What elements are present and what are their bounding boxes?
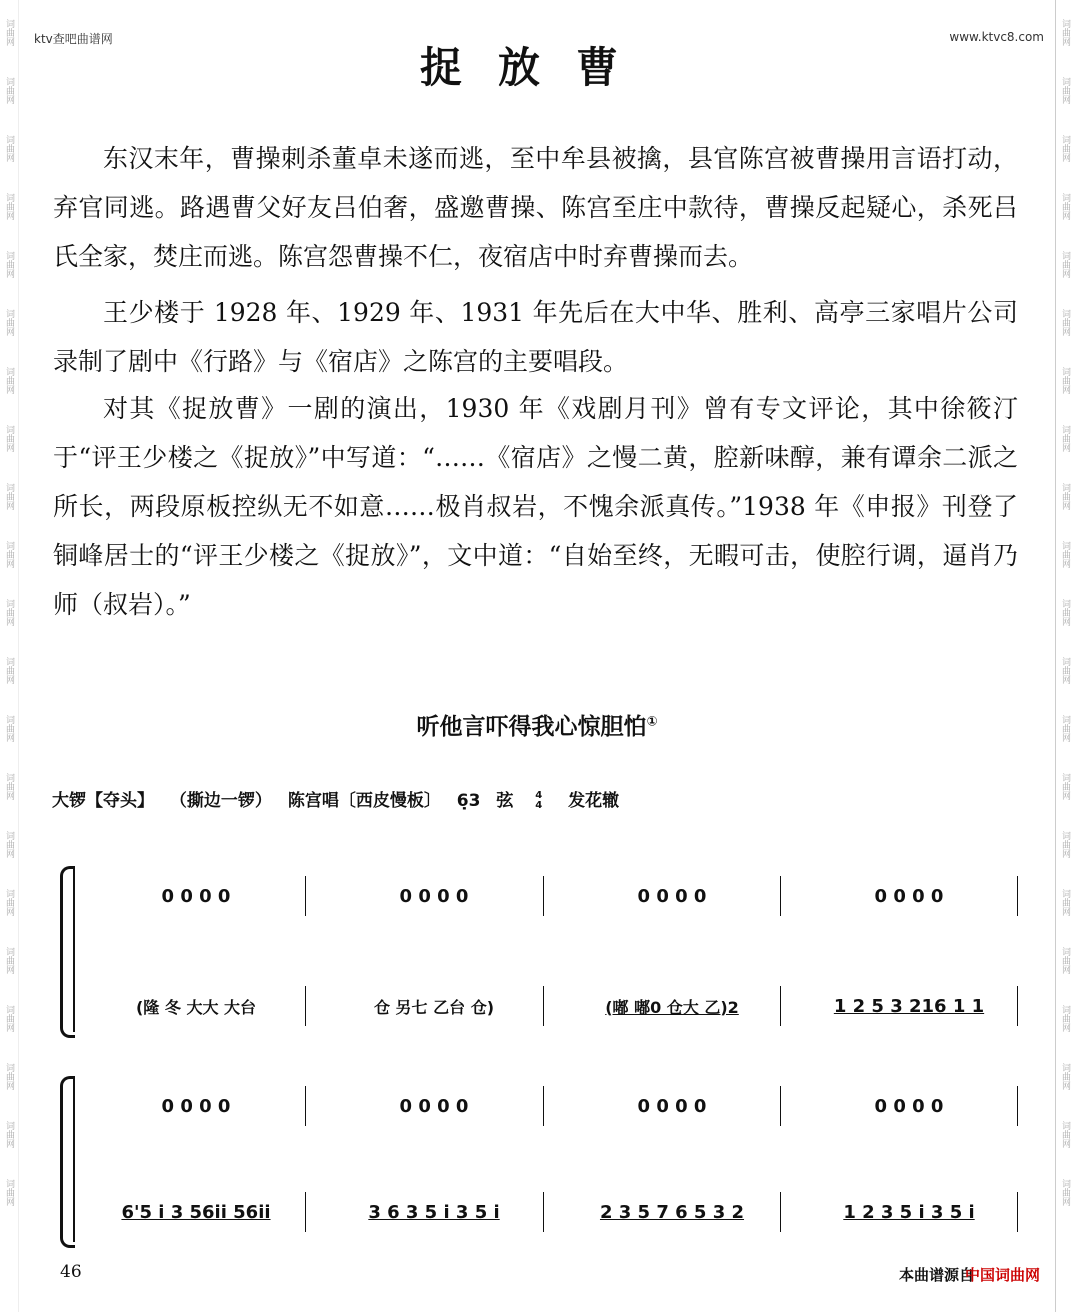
measure: (隆 冬 大大 大台 (135, 997, 257, 1017)
watermark-text: 词曲网 (1060, 424, 1070, 452)
watermark-text: 词曲网 (1060, 192, 1070, 220)
watermark-text: 词曲网 (1060, 1120, 1070, 1148)
watermark-text: 词曲网 (4, 1120, 14, 1148)
time-sig-top: 4 (535, 790, 543, 801)
measure: 2 3 5 7 6 5 3 2 (599, 1201, 745, 1223)
watermark-text: 词曲网 (1060, 772, 1070, 800)
watermark-text: 词曲网 (4, 598, 14, 626)
measure: 0 0 0 0 (161, 1095, 231, 1117)
measure: 0 0 0 0 (399, 1095, 469, 1117)
intro-paragraph-1: 东汉末年，曹操刺杀董卓未遂而逃，至中牟县被擒，县官陈宫被曹操用言语打动，弃官同逃。路遇曹父好友吕伯奢，盛邀曹操、陈宫至庄中款待，曹操反起疑心，杀死吕氏全家，焚庄而逃。陈宫怨曹操不仁，夜宿店中时弃曹操而去。 (53, 144, 1018, 271)
measure: 1 2 5 3 216 1 1 (833, 995, 985, 1017)
watermark-text: 词曲网 (4, 250, 14, 278)
left-watermark-strip (0, 0, 19, 1312)
watermark-text: 词曲网 (4, 482, 14, 510)
measure: 0 0 0 0 (399, 885, 469, 907)
measure: 0 0 0 0 (637, 1095, 707, 1117)
watermark-text: 词曲网 (4, 1178, 14, 1206)
watermark-text: 词曲网 (4, 946, 14, 974)
watermark-text: 词曲网 (4, 772, 14, 800)
song-title (0, 708, 1074, 741)
watermark-text: 词曲网 (1060, 1062, 1070, 1090)
measure: 仓 另七 乙台 仓) (373, 997, 495, 1017)
measure: 0 0 0 0 (637, 885, 707, 907)
watermark-text: 词曲网 (4, 192, 14, 220)
watermark-text: 词曲网 (1060, 134, 1070, 162)
measure: 6'5 i 3 56ii 56ii (121, 1201, 271, 1223)
watermark-text: 词曲网 (1060, 830, 1070, 858)
source-label: 本曲谱源自 (898, 1266, 974, 1284)
system-line (73, 866, 75, 1032)
watermark-text: 词曲网 (1060, 18, 1070, 46)
header-item: 大锣【夺头】 (52, 791, 154, 811)
watermark-text: 词曲网 (4, 134, 14, 162)
score-row-lower (78, 991, 1018, 1021)
watermark-text: 词曲网 (1060, 250, 1070, 278)
page-number: 46 (60, 1262, 82, 1282)
header-item: 发花辙 (568, 791, 620, 811)
site-label-right: www.ktvc8.com (949, 30, 1044, 44)
watermark-text: 词曲网 (4, 1062, 14, 1090)
watermark-text: 词曲网 (1060, 366, 1070, 394)
score-row-lower (78, 1197, 1018, 1227)
watermark-text: 词曲网 (4, 308, 14, 336)
watermark-text: 词曲网 (4, 540, 14, 568)
watermark-text: 词曲网 (4, 424, 14, 452)
watermark-text: 词曲网 (1060, 598, 1070, 626)
measure: 0 0 0 0 (874, 885, 944, 907)
watermark-text: 词曲网 (1060, 1004, 1070, 1032)
watermark-text: 词曲网 (4, 888, 14, 916)
watermark-text: 词曲网 (1060, 482, 1070, 510)
watermark-text: 词曲网 (1060, 308, 1070, 336)
site-label-left: ktv查吧曲谱网 (34, 32, 113, 46)
right-watermark-strip (1055, 0, 1074, 1312)
score-row-upper (78, 881, 1018, 911)
watermark-text: 词曲网 (1060, 540, 1070, 568)
measure: 0 0 0 0 (161, 885, 231, 907)
watermark-text: 词曲网 (4, 366, 14, 394)
header-item: 弦 (496, 791, 514, 811)
watermark-text: 词曲网 (4, 656, 14, 684)
footnote-marker: ① (646, 714, 658, 730)
watermark-text: 词曲网 (4, 830, 14, 858)
watermark-text: 词曲网 (4, 76, 14, 104)
watermark-text: 词曲网 (1060, 656, 1070, 684)
watermark-text: 词曲网 (4, 714, 14, 742)
intro-paragraph-3: 对其《捉放曹》一剧的演出，1930 年《戏剧月刊》曾有专文评论，其中徐筱汀于“评王少楼之《捉放》”中写道：“……《宿店》之慢二黄，腔新味醇，兼有谭余二派之所长，两段原板控纵无不如意……极肖叔岩，不愧余派真传。”1938 年《申报》刊登了铜峰居士的“评王少楼之《捉放》”，文中道：“自始至终，无暇可击，使腔行调，逼肖乃师（叔岩）。” (53, 394, 1018, 619)
intro-paragraph-2: 王少楼于 1928 年、1929 年、1931 年先后在大中华、胜利、高亭三家唱片公司录制了剧中《行路》与《宿店》之陈宫的主要唱段。 (53, 298, 1018, 376)
system-line (73, 1076, 75, 1242)
watermark-text: 词曲网 (1060, 76, 1070, 104)
song-title-text: 听他言吓得我心惊胆怕 (416, 714, 647, 740)
watermark-text: 词曲网 (4, 18, 14, 46)
time-signature (535, 791, 552, 811)
page-title: 捉放曹 (419, 43, 654, 92)
source-brand: 中国词曲网 (964, 1266, 1040, 1284)
measure: (嘟 嘟0 仓大 乙)2 (605, 997, 739, 1017)
watermark-text: 词曲网 (1060, 946, 1070, 974)
time-sig-bottom: 4 (535, 800, 543, 811)
watermark-text: 词曲网 (1060, 1178, 1070, 1206)
header-item: 陈宫唱〔西皮慢板〕 (287, 791, 441, 811)
header-item: （撕边一锣） (169, 791, 272, 811)
measure: 3 6 3 5 i 3 5 i (368, 1201, 500, 1223)
score-row-upper (78, 1091, 1018, 1121)
watermark-text: 词曲网 (1060, 888, 1070, 916)
header-item: 6̣3 (456, 791, 481, 811)
performance-header (52, 786, 629, 811)
watermark-text: 词曲网 (4, 1004, 14, 1032)
measure: 1 2 3 5 i 3 5 i (843, 1201, 975, 1223)
watermark-text: 词曲网 (1060, 714, 1070, 742)
measure: 0 0 0 0 (874, 1095, 944, 1117)
